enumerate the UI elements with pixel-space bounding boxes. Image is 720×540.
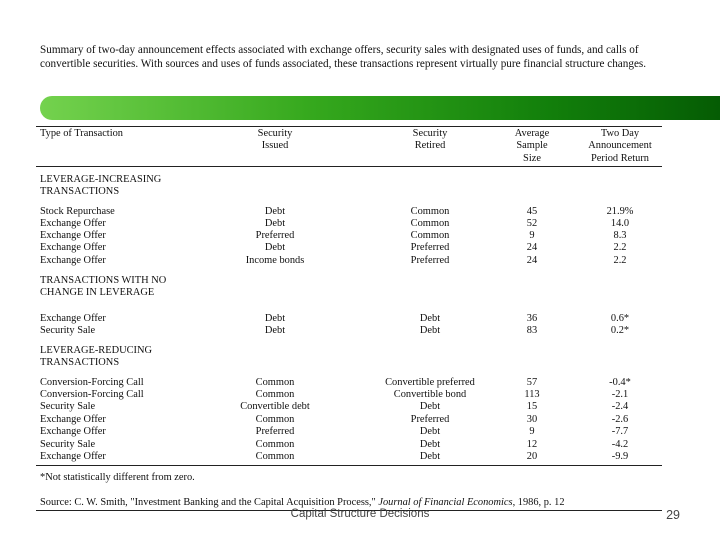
footer-title: Capital Structure Decisions bbox=[290, 508, 430, 520]
row-size: 36 bbox=[526, 313, 538, 324]
row-issued: Debt bbox=[264, 325, 286, 336]
row-return: -4.2 bbox=[611, 439, 629, 450]
row-issued: Common bbox=[255, 439, 295, 450]
intro-text: Summary of two-day announcement effects associated with exchange offers, security sales with designated uses of funds, and calls of convertible securities. With sources and uses of funds associated, these transactions represent virtually pure financial structure changes. bbox=[40, 44, 647, 70]
row-issued: Common bbox=[255, 414, 295, 425]
header-size-line-2: Sample bbox=[516, 140, 548, 152]
row-size: 15 bbox=[526, 401, 538, 412]
header-return-line-3: Period Return bbox=[590, 152, 649, 164]
row-return: 2.2 bbox=[613, 242, 627, 253]
row-return: -2.4 bbox=[611, 401, 629, 412]
header-issued-line-2: Issued bbox=[261, 140, 289, 152]
row-type: Exchange Offer bbox=[40, 255, 106, 266]
header-size-line-3: Size bbox=[523, 152, 541, 164]
row-size: 24 bbox=[526, 255, 538, 266]
row-return: -2.1 bbox=[611, 389, 629, 400]
row-type: Conversion-Forcing Call bbox=[40, 377, 144, 388]
row-type: Exchange Offer bbox=[40, 230, 106, 241]
row-return: 2.2 bbox=[613, 255, 627, 266]
footnote: *Not statistically different from zero. bbox=[40, 472, 195, 483]
row-retired: Preferred bbox=[410, 414, 450, 425]
row-retired: Debt bbox=[419, 325, 441, 336]
row-issued: Debt bbox=[264, 242, 286, 253]
row-retired: Preferred bbox=[410, 255, 450, 266]
header-issued-line-1: Security bbox=[257, 128, 293, 139]
row-type: Exchange Offer bbox=[40, 426, 106, 437]
row-type: Exchange Offer bbox=[40, 218, 106, 229]
source-citation bbox=[40, 497, 565, 508]
page-number: 29 bbox=[666, 508, 680, 522]
row-return: -9.9 bbox=[611, 451, 629, 462]
header-size-line-1: Average bbox=[514, 128, 550, 139]
row-issued: Common bbox=[255, 389, 295, 400]
row-type: Exchange Offer bbox=[40, 414, 106, 425]
row-retired: Debt bbox=[419, 401, 441, 412]
header-retired bbox=[370, 128, 490, 153]
row-return: 14.0 bbox=[610, 218, 630, 229]
row-size: 45 bbox=[526, 206, 538, 217]
row-return: -2.6 bbox=[611, 414, 629, 425]
row-type: Conversion-Forcing Call bbox=[40, 389, 144, 400]
row-issued: Debt bbox=[264, 313, 286, 324]
row-type: Exchange Offer bbox=[40, 313, 106, 324]
row-retired: Debt bbox=[419, 313, 441, 324]
header-retired-line-1: Security bbox=[412, 128, 448, 139]
row-issued: Convertible debt bbox=[240, 401, 310, 412]
header-return-line-2: Announcement bbox=[588, 140, 652, 152]
row-size: 57 bbox=[526, 377, 538, 388]
row-size: 30 bbox=[526, 414, 538, 425]
row-return: 0.2* bbox=[610, 325, 630, 336]
row-issued: Debt bbox=[264, 206, 286, 217]
row-retired: Debt bbox=[419, 426, 441, 437]
row-return: 0.6* bbox=[610, 313, 630, 324]
row-retired: Debt bbox=[419, 439, 441, 450]
row-type: Security Sale bbox=[40, 401, 96, 412]
table-bottom-rule bbox=[36, 465, 662, 466]
header-size bbox=[500, 128, 564, 165]
table-top-rule bbox=[36, 126, 662, 127]
row-size: 24 bbox=[526, 242, 538, 253]
row-size: 52 bbox=[526, 218, 538, 229]
row-retired: Common bbox=[410, 218, 450, 229]
row-type: Stock Repurchase bbox=[40, 206, 115, 217]
source-suffix: , 1986, p. 12 bbox=[512, 497, 565, 508]
row-issued: Common bbox=[255, 377, 295, 388]
row-size: 20 bbox=[526, 451, 538, 462]
section-title-leverage-reducing: LEVERAGE-REDUCING TRANSACTIONS bbox=[40, 345, 152, 369]
header-type: Type of Transaction bbox=[40, 128, 123, 139]
row-return: -0.4* bbox=[609, 377, 631, 388]
green-banner-bar bbox=[40, 96, 720, 120]
row-retired: Debt bbox=[419, 451, 441, 462]
header-return bbox=[570, 128, 670, 165]
row-issued: Preferred bbox=[255, 230, 295, 241]
row-size: 9 bbox=[529, 230, 535, 241]
section-title-leverage-increasing: LEVERAGE-INCREASING TRANSACTIONS bbox=[40, 174, 162, 198]
row-return: 8.3 bbox=[613, 230, 627, 241]
row-retired: Preferred bbox=[410, 242, 450, 253]
row-size: 83 bbox=[526, 325, 538, 336]
row-type: Exchange Offer bbox=[40, 242, 106, 253]
row-size: 9 bbox=[529, 426, 535, 437]
row-retired: Common bbox=[410, 230, 450, 241]
row-type: Exchange Offer bbox=[40, 451, 106, 462]
row-return: 21.9% bbox=[606, 206, 634, 217]
row-retired: Common bbox=[410, 206, 450, 217]
source-prefix: Source: C. W. Smith, "Investment Banking and the Capital Acquisition Process," bbox=[40, 497, 379, 508]
row-issued: Debt bbox=[264, 218, 286, 229]
row-type: Security Sale bbox=[40, 439, 96, 450]
header-bottom-rule bbox=[36, 166, 662, 167]
row-type: Security Sale bbox=[40, 325, 96, 336]
row-retired: Convertible bond bbox=[393, 389, 467, 400]
row-issued: Income bonds bbox=[245, 255, 305, 266]
row-size: 12 bbox=[526, 439, 538, 450]
row-return: -7.7 bbox=[611, 426, 629, 437]
row-retired: Convertible preferred bbox=[385, 377, 475, 388]
source-journal: Journal of Financial Economics bbox=[378, 497, 513, 508]
row-size: 113 bbox=[524, 389, 540, 400]
header-retired-line-2: Retired bbox=[414, 140, 446, 152]
row-issued: Preferred bbox=[255, 426, 295, 437]
header-return-line-1: Two Day bbox=[600, 128, 640, 139]
row-issued: Common bbox=[255, 451, 295, 462]
header-issued bbox=[225, 128, 325, 153]
section-title-no-change: TRANSACTIONS WITH NO CHANGE IN LEVERAGE bbox=[40, 275, 167, 299]
